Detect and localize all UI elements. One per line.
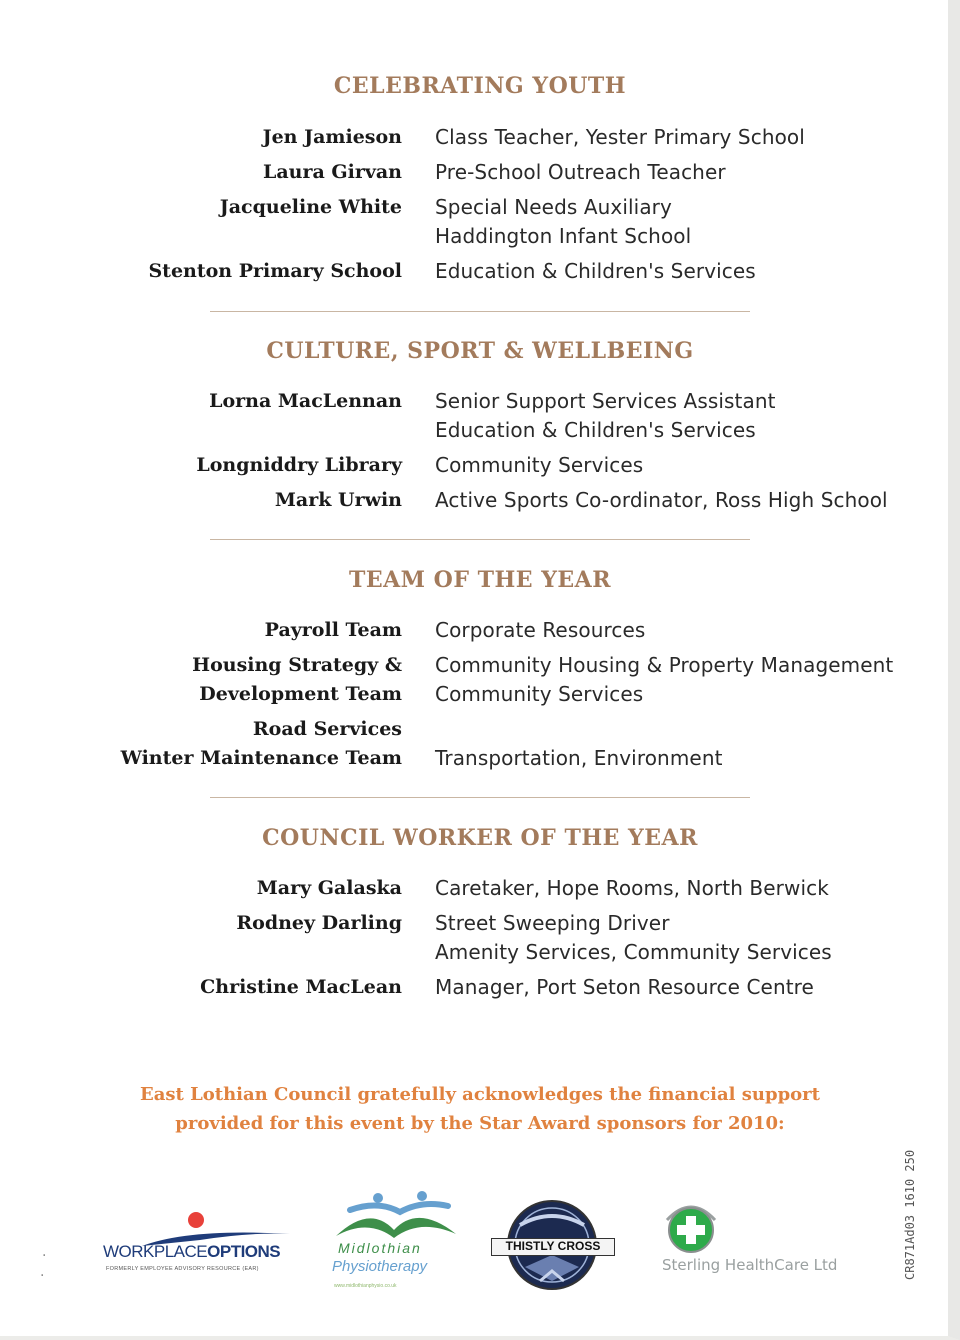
nominee-description: Caretaker, Hope Rooms, North Berwick	[435, 876, 829, 900]
nominee-description: Community Housing & Property Management Community Services	[435, 653, 894, 706]
award-entry	[0, 158, 955, 187]
section-heading: TEAM OF THE YEAR	[348, 567, 612, 593]
nominee-name: Jen Jamieson	[262, 126, 402, 148]
award-entry	[0, 193, 955, 251]
sponsor-acknowledgement	[0, 1080, 960, 1138]
midlothian-url: www.midlothianphysio.co.uk	[334, 1283, 397, 1289]
nominee-name: Road Services Winter Maintenance Team	[120, 718, 402, 769]
nominee-description: Pre-School Outreach Teacher	[435, 160, 726, 184]
award-entry	[0, 257, 955, 286]
scan-mark: ·	[42, 1248, 47, 1264]
section-heading: CELEBRATING YOUTH	[333, 73, 627, 99]
section-culture-sport-wellbeing	[0, 331, 960, 512]
sterling-wordmark: Sterling HealthCare Ltd	[662, 1256, 838, 1274]
award-entry	[0, 387, 955, 445]
award-entry	[0, 973, 955, 1002]
nominee-name: Payroll Team	[264, 619, 402, 641]
award-entry	[0, 651, 955, 709]
section-council-worker-of-the-year	[0, 818, 960, 999]
nominee-name: Lorna MacLennan	[209, 390, 402, 412]
nominee-name: Stenton Primary School	[148, 260, 402, 282]
award-entry	[0, 874, 955, 903]
award-entry	[0, 909, 955, 967]
thistly-cross-logo	[485, 1195, 620, 1295]
award-entry	[0, 451, 955, 480]
thistly-cross-banner: THISTLY CROSS	[491, 1238, 615, 1256]
nominee-description: Manager, Port Seton Resource Centre	[435, 975, 814, 999]
nominee-name: Christine MacLean	[200, 976, 402, 998]
physiotherapy-wordmark: Physiotherapy	[332, 1258, 428, 1275]
award-entry	[0, 616, 955, 645]
section-celebrating-youth	[0, 66, 960, 283]
nominee-description: Education & Children's Services	[435, 259, 756, 283]
nominee-description: Corporate Resources	[435, 618, 646, 642]
nominee-name: Rodney Darling	[236, 912, 402, 934]
midlothian-physiotherapy-logo	[330, 1190, 460, 1300]
workplace-options-tagline: FORMERLY EMPLOYEE ADVISORY RESOURCE (EAR)	[106, 1266, 259, 1272]
nominee-description: Special Needs Auxiliary Haddington Infant School	[435, 195, 692, 248]
nominee-description: Community Services	[435, 453, 644, 477]
nominee-name: Mark Urwin	[274, 489, 402, 511]
nominee-name: Laura Girvan	[262, 161, 402, 183]
nominee-description: Street Sweeping Driver Amenity Services, Community Services	[435, 911, 832, 964]
workplace-options-logo	[100, 1208, 300, 1278]
nominee-name: Jacqueline White	[219, 196, 402, 218]
section-divider	[210, 311, 750, 312]
section-team-of-the-year	[0, 560, 960, 770]
green-cross-icon	[661, 1200, 721, 1256]
workplace-options-wordmark: WORKPLACEOPTIONS	[103, 1242, 281, 1261]
sterling-healthcare-logo	[655, 1200, 875, 1290]
nominee-description: Class Teacher, Yester Primary School	[435, 125, 805, 149]
nominee-description: Senior Support Services Assistant Education & Children's Services	[435, 389, 776, 442]
acknowledgement-line: provided for this event by the Star Award sponsors for 2010:	[175, 1113, 785, 1134]
acknowledgement-line: East Lothian Council gratefully acknowledges the financial support	[140, 1084, 820, 1105]
midlothian-wordmark: Midlothian	[338, 1240, 422, 1256]
nominee-name: Mary Galaska	[256, 877, 402, 899]
award-entry	[0, 715, 955, 773]
figures-icon	[330, 1190, 460, 1242]
award-entry	[0, 486, 955, 515]
section-heading: COUNCIL WORKER OF THE YEAR	[262, 825, 698, 851]
nominee-description: Active Sports Co-ordinator, Ross High School	[435, 488, 888, 512]
section-divider	[210, 539, 750, 540]
nominee-name: Longniddry Library	[196, 454, 402, 476]
section-heading: CULTURE, SPORT & WELLBEING	[266, 338, 694, 364]
scan-mark: ·	[40, 1268, 45, 1284]
section-divider	[210, 797, 750, 798]
nominee-description: Transportation, Environment	[435, 746, 723, 770]
print-code: CR871Ad03 1610 250	[903, 1149, 917, 1280]
award-entry	[0, 123, 955, 152]
nominee-name: Housing Strategy & Development Team	[192, 654, 402, 705]
